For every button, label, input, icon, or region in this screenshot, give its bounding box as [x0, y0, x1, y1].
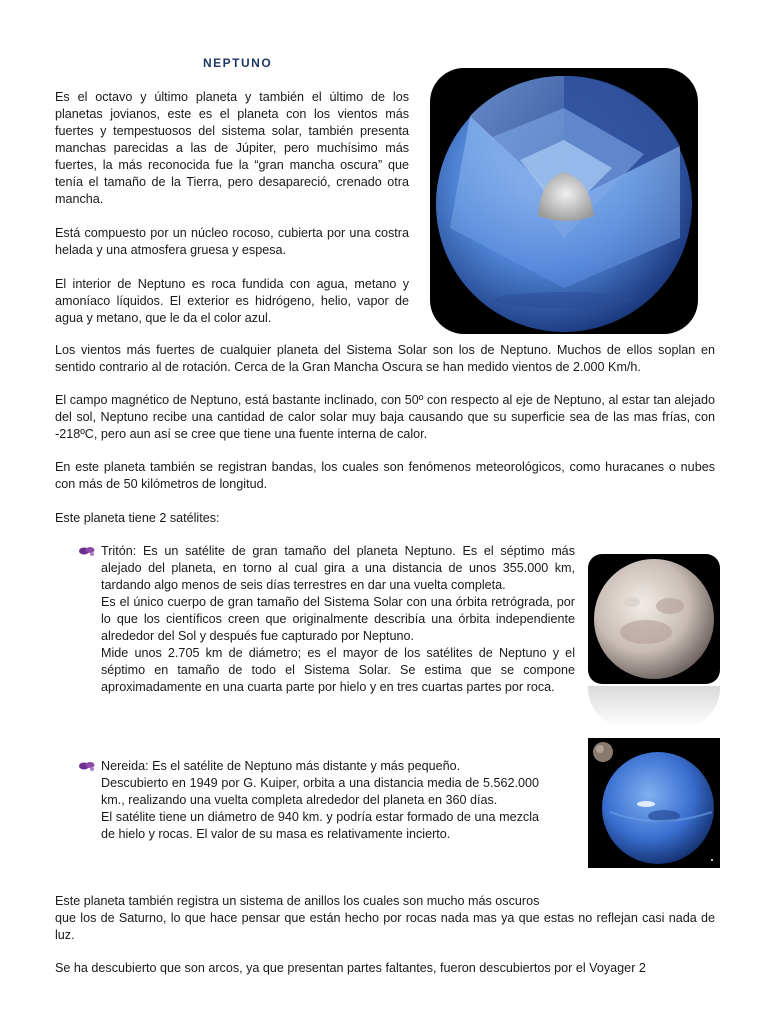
bands-section: [55, 459, 715, 493]
rings-section: [55, 893, 715, 944]
triton-paragraph: Tritón: Es un satélite de gran tamaño del planeta Neptuno. Es el séptimo más alejado del planeta, en torno al cual gira a una distancia de unos 355.000 km, tardando algo menos de seis días terrestres en dar una vuelta completa.: [101, 544, 575, 592]
satellites-section: [55, 510, 715, 527]
paragraph-satellites-intro: Este planeta tiene 2 satélites:: [55, 511, 220, 525]
nereida-neptune-image: [588, 738, 720, 868]
intro-paragraph: Está compuesto por un núcleo rocoso, cubierta por una costra helada y una atmosfera gruesa y espesa.: [55, 226, 409, 257]
triton-moon-illustration: [588, 554, 720, 684]
nereida-text: [101, 758, 539, 843]
triton-paragraph: Mide unos 2.705 km de diámetro; es el mayor de los satélites de Neptuno y el séptimo en tamaño de todo el Sistema Solar. Se estima que se compone aproximadamente en una cuarta parte por hielo y en tres cuartas partes por roca.: [101, 646, 575, 694]
magnetic-section: [55, 392, 715, 443]
bullet-leaf-icon: [78, 760, 96, 772]
neptune-cutaway-illustration: [430, 68, 698, 334]
neptune-interior-image: [430, 68, 698, 334]
paragraph-winds: Los vientos más fuertes de cualquier planeta del Sistema Solar son los de Neptuno. Muchos de ellos soplan en sentido contrario al de rotación. Cerca de la Gran Mancha Oscura se han medido vientos de 2.000 Km/h.: [55, 343, 715, 374]
paragraph-arcs: Se ha descubierto que son arcos, ya que presentan partes faltantes, fueron descubiertos por el Voyager 2: [55, 961, 646, 975]
intro-paragraph: El interior de Neptuno es roca fundida con agua, metano y amoníaco líquidos. El exterior es hidrógeno, helio, vapor de agua y metano, que le da el color azul.: [55, 277, 409, 325]
paragraph-rings-line2: que los de Saturno, lo que hace pensar que están hecho por rocas nada mas ya que estas no reflejan casi nada de luz.: [55, 911, 715, 942]
triton-text: [101, 543, 575, 696]
triton-image-reflection: [588, 686, 720, 728]
intro-paragraph: Es el octavo y último planeta y también el último de los planetas jovianos, este es el planeta con los vientos más fuertes y tempestuosos del sistema solar, también presenta manchas parecidas a las de Júpiter, pero muchísimo más fuertes, la más reconocida fue la “gran mancha oscura” que tenía el tamaño de la Tierra, pero desapareció, crenado otra mancha.: [55, 90, 409, 206]
arcs-section: [55, 960, 715, 977]
paragraph-bands: En este planeta también se registran bandas, los cuales son fenómenos meteorológicos, como huracanes o nubes con más de 50 kilómetros de longitud.: [55, 460, 715, 491]
page-title: NEPTUNO: [203, 56, 273, 70]
nereida-paragraph: El satélite tiene un diámetro de 940 km. y podría estar formado de una mezcla de hielo y rocas. El valor de su masa es relativamente incierto.: [101, 810, 539, 841]
intro-section: [55, 89, 409, 344]
bullet-leaf-icon: [78, 545, 96, 557]
neptune-with-moon-illustration: [588, 738, 720, 868]
nereida-paragraph: Nereida: Es el satélite de Neptuno más distante y más pequeño.: [101, 759, 461, 773]
paragraph-magnetic-field: El campo magnético de Neptuno, está bastante inclinado, con 50º con respecto al eje de Neptuno, al estar tan alejado del sol, Neptuno recibe una cantidad de calor solar muy baja causando que su superficie sea de las mas frías, con -218ºC, pero aun así se cree que tiene una fuente interna de calor.: [55, 393, 715, 441]
paragraph-rings-line1: Este planeta también registra un sistema de anillos los cuales son mucho más oscuros: [55, 894, 540, 908]
triton-image: [588, 554, 720, 684]
nereida-paragraph: Descubierto en 1949 por G. Kuiper, orbita a una distancia media de 5.562.000 km., realizando una vuelta completa alrededor del planeta en 360 días.: [101, 776, 539, 807]
winds-section: [55, 342, 715, 376]
triton-paragraph: Es el único cuerpo de gran tamaño del Sistema Solar con una órbita retrógrada, por lo que los científicos creen que originalmente describía una órbita independiente alrededor del Sol y después fue capturado por Neptuno.: [101, 595, 575, 643]
